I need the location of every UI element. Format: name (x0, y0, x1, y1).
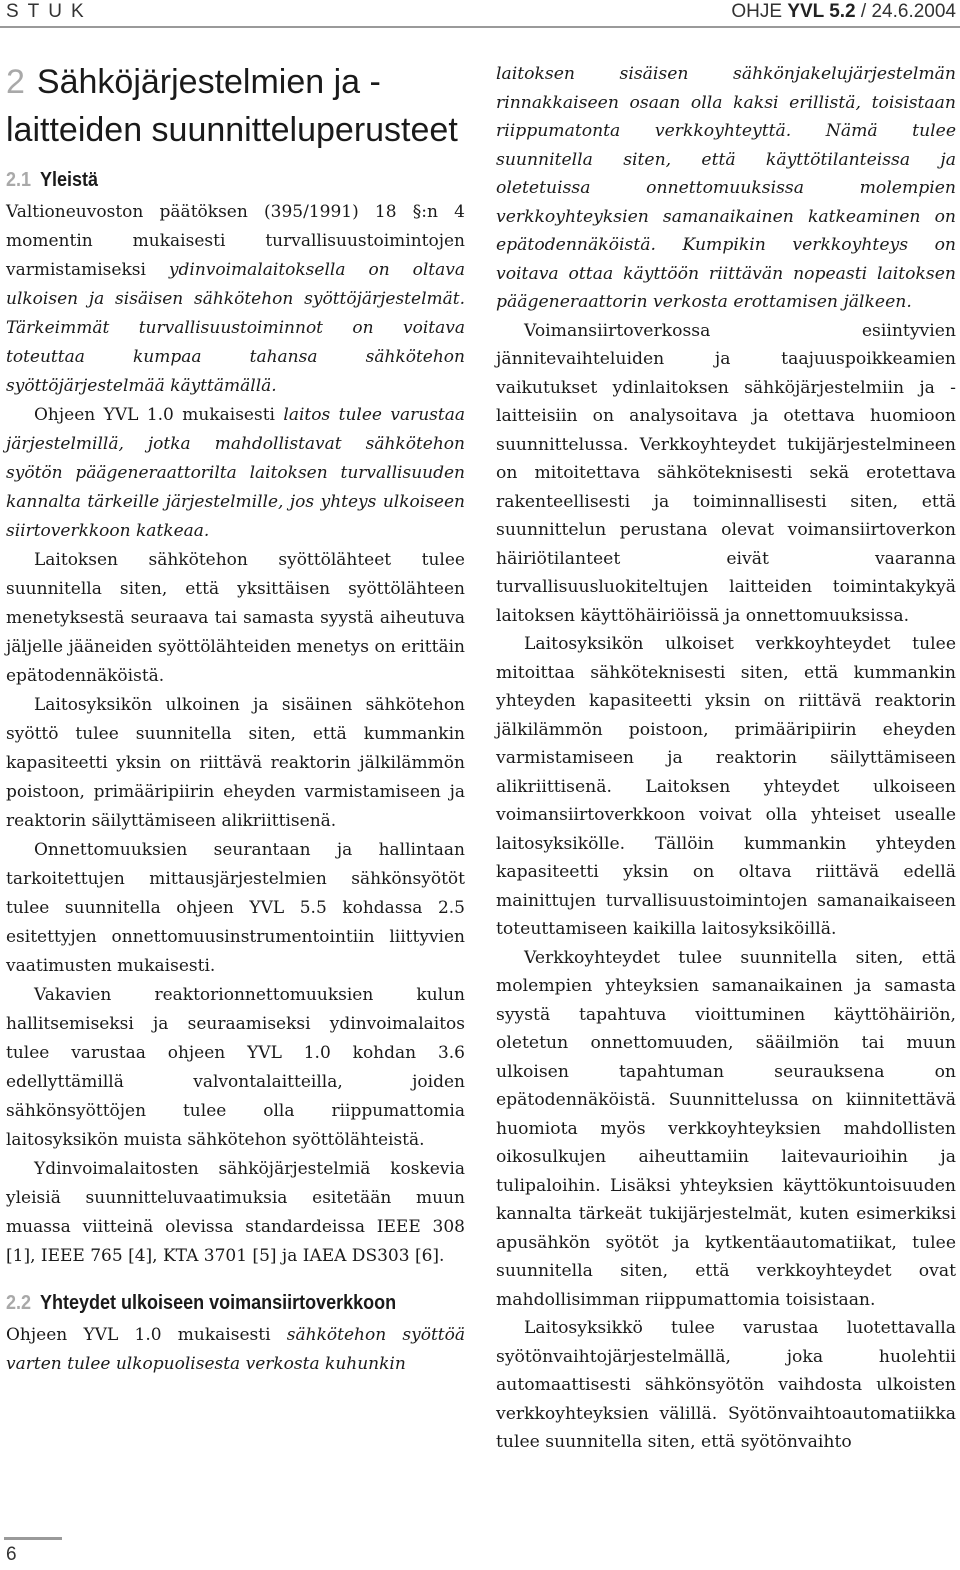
paragraph: Laitosyksikön ulkoinen ja sisäinen sähkötehon syöttö tulee suunnitella siten, että kummankin kapasiteetti yksin on riittävä reaktorin jälkilämmön poistoon, primääripiirin eheyden varmistamiseen ja reaktorin säilyttämiseen alikriittisenä. (6, 695, 465, 831)
paragraph: Ydinvoimalaitosten sähköjärjestelmiä koskevia yleisiä suunnitteluvaatimuksia esitetään muun muassa viitteinä olevissa standardeissa IEEE 308 [1], IEEE 765 [4], KTA 3701 [5] ja IAEA DS303 [6]. (6, 1159, 465, 1266)
paragraph-text: Ohjeen YVL 1.0 mukaisesti (6, 1325, 287, 1345)
paragraph (6, 1321, 465, 1379)
paragraph-emphasis: laitos tulee varustaa järjestelmillä, jotka mahdollistavat sähkötehon syötön päägeneraattorilta laitoksen turvallisuuden kannalta tärkeille järjestelmille, jos yhteys ulkoiseen siirtoverkkoon katkeaa. (6, 405, 465, 541)
paragraph: Voimansiirtoverkossa esiintyvien jännitevaihteluiden ja taajuuspoikkeamien vaikutukset ydinlaitoksen sähköjärjestelmiin ja -laitteisiin on analysoitava ja otettava huomioon suunnittelussa. Verkkoyhteydet tukijärjestelmineen on mitoitettava sähköteknisesti sekä erotettava rakenteellisesti ja toiminnallisesti siten, että suunnittelun perustana olevat voimansiirtoverkon häiriötilanteet eivät vaaranna turvallisuusluokiteltujen laitteiden toimintakykyä laitoksen käyttöhäiriöissä ja onnettomuuksissa. (496, 320, 956, 626)
section-2-2-heading (6, 1289, 419, 1317)
section-2-1-number: 2.1 (6, 169, 32, 191)
chapter-heading (6, 58, 465, 154)
paragraph: Laitosyksikkö tulee varustaa luotettavalla syötönvaihtojärjestelmällä, joka huolehtii automaattisesti sähkönsyötön vaihdosta ulkoisten verkkoyhteyksien välillä. Syötönvaihtoautomatiikka tulee suunnitella siten, että syötönvaihto (496, 1318, 956, 1452)
paragraph-text: Valtioneuvoston päätöksen (395/1991) 18 §:n 4 momentin mukaisesti turvallisuustoimintojen varmistamiseksi (6, 202, 465, 280)
paragraph-text: Ohjeen YVL 1.0 mukaisesti (34, 405, 284, 425)
header-rule (0, 26, 960, 28)
page-number: 6 (6, 1544, 17, 1565)
paragraph-emphasis: ydinvoimalaitoksella on oltava ulkoisen ja sisäisen sähkötehon syöttöjärjestelmät. Tärkeimmät turvallisuustoiminnot on voitava toteuttaa kumpaa tahansa sähkötehon syöttöjärjestelmää käyttämällä. (6, 260, 465, 396)
section-2-2-title: Yhteydet ulkoiseen voimansiirtoverkkoon (40, 1292, 397, 1314)
header-guide-prefix: OHJE (731, 1, 783, 22)
section-2-2-number: 2.2 (6, 1292, 32, 1314)
paragraph (6, 401, 465, 546)
paragraph-continued (496, 60, 956, 317)
paragraph: Onnettomuuksien seurantaan ja hallintaan tarkoitettujen mittausjärjestelmien sähkönsyötöt tulee suunnitella ohjeen YVL 5.5 kohdassa 2.5 esitettyjen onnettomuusinstrumentointiin liittyvien vaatimusten mukaisesti. (6, 840, 465, 976)
paragraph-emphasis: sähkötehon syöttöä varten tulee ulkopuolisesta verkosta kuhunkin (6, 1325, 465, 1374)
paragraph-emphasis: laitoksen sisäisen sähkönjakelujärjestelmän rinnakkaiseen osaan olla kaksi erillistä, toisistaan riippumatonta verkkoyhteyttä. Nämä tulee suunnitella siten, että käyttötilanteissa ja oletetuissa onnettomuuksissa molempien verkkoyhteyksien samanaikainen katkeaminen on epätodennäköistä. Kumpikin verkkoyhteys on voitava ottaa käyttöön riittävän nopeasti laitoksen päägeneraattorin verkosta erottamisen jälkeen. (496, 64, 956, 312)
paragraph: Laitosyksikön ulkoiset verkkoyhteydet tulee mitoittaa sähköteknisesti siten, että kummankin yhteyden kapasiteetti yksin on riittävä reaktorin jälkilämmön poistoon, primääripiirin eheyden varmistamiseen ja reaktorin säilyttämiseen alikriittisenä. Laitoksen yhteydet ulkoiseen voimansiirtoverkkoon voivat olla yhteiset usealle laitosyksikölle. Tällöin kummankin yhteyden kapasiteetti yksin on oltava riittävä edellä mainittujen turvallisuustoimintojen samanaikaiseen toteuttamiseen kaikilla laitosyksiköillä. (496, 634, 956, 939)
header-guide-reference (731, 1, 956, 23)
section-2-1-heading (6, 166, 419, 194)
chapter-title: Sähköjärjestelmien ja -laitteiden suunnitteluperusteet (6, 63, 458, 149)
right-column (496, 60, 956, 1457)
section-2-1-title: Yleistä (40, 169, 99, 191)
footer-rule (4, 1537, 62, 1540)
paragraph: Vakavien reaktorionnettomuuksien kulun hallitsemiseksi ja seuraamiseksi ydinvoimalaitos tulee varustaa ohjeen YVL 1.0 kohdan 3.6 edellyttämillä valvontalaitteilla, joiden sähkönsyöttöjen tulee olla riippumattomia laitosyksikön muista sähkötehon syöttölähteistä. (6, 985, 465, 1150)
header-org: STUK (6, 1, 93, 22)
paragraph: Laitoksen sähkötehon syöttölähteet tulee suunnitella siten, että yksittäisen syöttölähteen menetyksestä seuraava tai samasta syystä aiheutuva jäljelle jääneiden syöttölähteiden menetys on erittäin epätodennäköistä. (6, 550, 465, 686)
left-column (6, 58, 465, 1379)
paragraph (6, 198, 465, 401)
header-guide-code: YVL 5.2 (787, 1, 856, 22)
chapter-number: 2 (6, 63, 25, 101)
header-date: / 24.6.2004 (860, 1, 956, 22)
paragraph: Verkkoyhteydet tulee suunnitella siten, että molempien yhteyksien samanaikainen ja samasta syystä tapahtuva vioittuminen käyttöhäiriön, oletetun onnettomuuden, sääilmiön tai muun ulkoisen tapahtuman seurauksena on epätodennäköistä. Suunnittelussa on kiinnitettävä huomiota myös verkkoyhteyksien mahdollisten oikosulkujen aiheuttamiin laitevaurioihin ja tulipaloihin. Lisäksi yhteyksien käyttökuntoisuuden kannalta tärkeät tukijärjestelmät, kuten esimerkiksi apusähkön syötöt ja kytkentäautomatiikat, tulee suunnitella siten, että verkkoyhteydet ovat mahdollisimman riippumattomia toisistaan. (496, 947, 956, 1310)
